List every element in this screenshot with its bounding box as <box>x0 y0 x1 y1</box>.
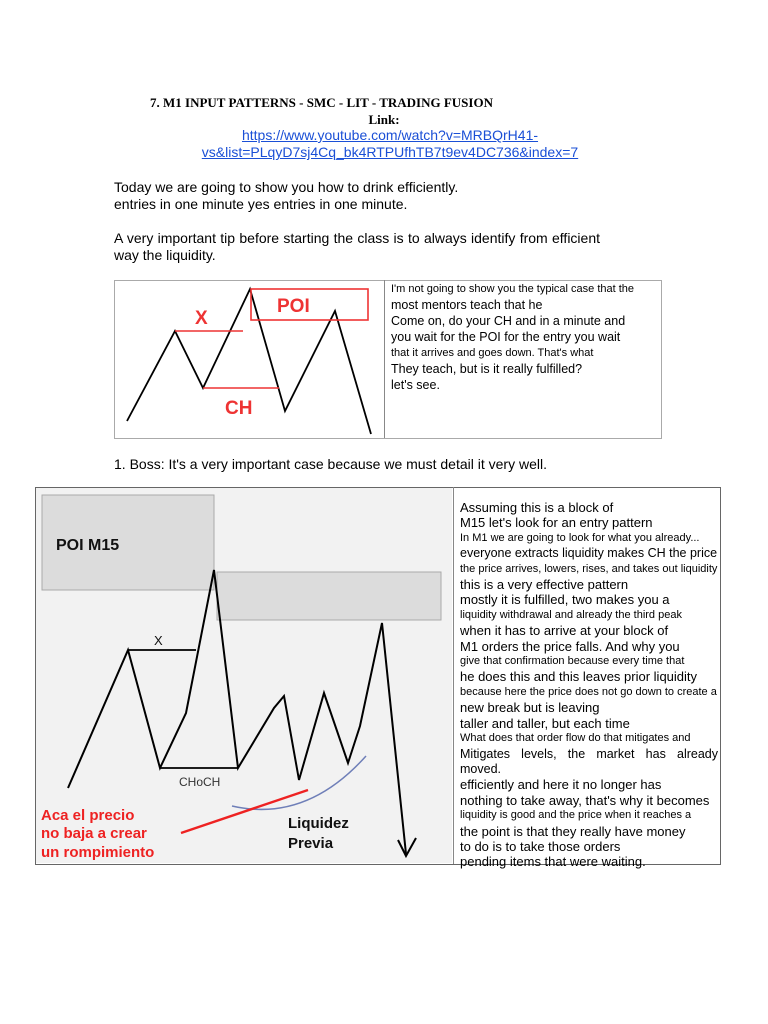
intro-line-2: entries in one minute yes entries in one minute. <box>114 196 408 212</box>
figure2-line: pending items that were waiting. <box>460 854 646 870</box>
figure2-line: efficiently and here it no longer has <box>460 777 662 793</box>
figure1-label-x: X <box>195 308 208 329</box>
figure2-line: to do is to take those orders <box>460 838 621 854</box>
figure2-label-red-3: un rompimiento <box>41 844 155 861</box>
figure2-divider <box>453 487 454 864</box>
document-title: 7. M1 INPUT PATTERNS - SMC - LIT - TRADING FUSION <box>150 95 493 110</box>
tip-paragraph: A very important tip before starting the class is to always identify from efficient way the liquidity. <box>114 230 600 263</box>
figure2-line: the point is that they really have money <box>460 823 686 839</box>
figure2-line: give that confirmation because every time that <box>460 655 685 668</box>
figure2-line: taller and taller, but each time <box>460 715 630 731</box>
figure2-line: new break but is leaving <box>460 700 600 716</box>
figure2-line: when it has to arrive at your block of <box>460 623 669 639</box>
video-link-line-2: vs&list=PLqyD7sj4Cq_bk4RTPUfhTB7t9ev4DC736&index=7 <box>201 144 579 160</box>
figure1-divider <box>384 280 385 438</box>
figure2-line: the price arrives, lowers, rises, and takes out liquidity <box>460 562 718 575</box>
figure2-line: this is a very effective pattern <box>460 577 629 593</box>
section1-heading: 1. Boss: It's a very important case because we must detail it very well. <box>114 456 547 472</box>
figure2-label-liq-2: Previa <box>288 835 334 852</box>
figure2-label-liq-1: Liquidez <box>288 815 349 832</box>
figure1-diagram <box>115 281 384 437</box>
figure1-text <box>391 281 668 393</box>
figure2-diagram <box>36 488 452 863</box>
figure2-label-red-2: no baja a crear <box>41 825 147 842</box>
figure2-label-poi: POI M15 <box>56 537 120 554</box>
figure2-line: liquidity withdrawal and already the third peak <box>460 608 682 621</box>
figure1-line: I'm not going to show you the typical case that the <box>391 283 635 295</box>
figure1-line: most mentors teach that he <box>391 298 543 312</box>
figure2-line: Mitigates levels, the market has already moved. <box>460 746 718 776</box>
figure1-line: let's see. <box>391 378 440 392</box>
figure2-line: mostly it is fulfilled, two makes you a <box>460 592 670 608</box>
figure2-line: In M1 we are going to look for what you already... <box>460 531 700 544</box>
figure2-text <box>460 500 718 870</box>
video-link-line-1: https://www.youtube.com/watch?v=MRBQrH41- <box>241 127 539 143</box>
figure2-line: he does this and this leaves prior liquidity <box>460 669 698 685</box>
figure2-label-red-1: Aca el precio <box>41 807 135 824</box>
figure2-line: liquidity is good and the price when it reaches a <box>460 809 692 822</box>
figure1-label-poi: POI <box>277 296 310 317</box>
figure2-line: What does that order flow do that mitigates and <box>460 732 691 745</box>
figure2-label-x: X <box>154 633 163 648</box>
figure2-line: M15 let's look for an entry pattern <box>460 515 653 531</box>
intro-line-1: Today we are going to show you how to drink efficiently. <box>114 179 459 195</box>
figure1-line: you wait for the POI for the entry you wait <box>391 330 621 344</box>
figure2-line: M1 orders the price falls. And why you <box>460 638 680 654</box>
figure2-line: because here the price does not go down to create a <box>460 685 717 698</box>
figure1-line: They teach, but is it really fulfilled? <box>391 362 583 376</box>
video-link[interactable] <box>150 127 630 161</box>
figure2-line: Assuming this is a block of <box>460 500 614 515</box>
figure2-line: everyone extracts liquidity makes CH the price <box>460 546 718 561</box>
figure2-line: nothing to take away, that's why it becomes <box>460 792 710 808</box>
figure1-label-ch: CH <box>225 398 253 419</box>
intro-paragraph <box>114 179 600 213</box>
link-label: Link: <box>368 112 400 127</box>
figure2-label-choch: CHoCH <box>179 775 221 789</box>
figure1-line: that it arrives and goes down. That's what <box>391 347 594 359</box>
figure1-line: Come on, do your CH and in a minute and <box>391 314 626 328</box>
